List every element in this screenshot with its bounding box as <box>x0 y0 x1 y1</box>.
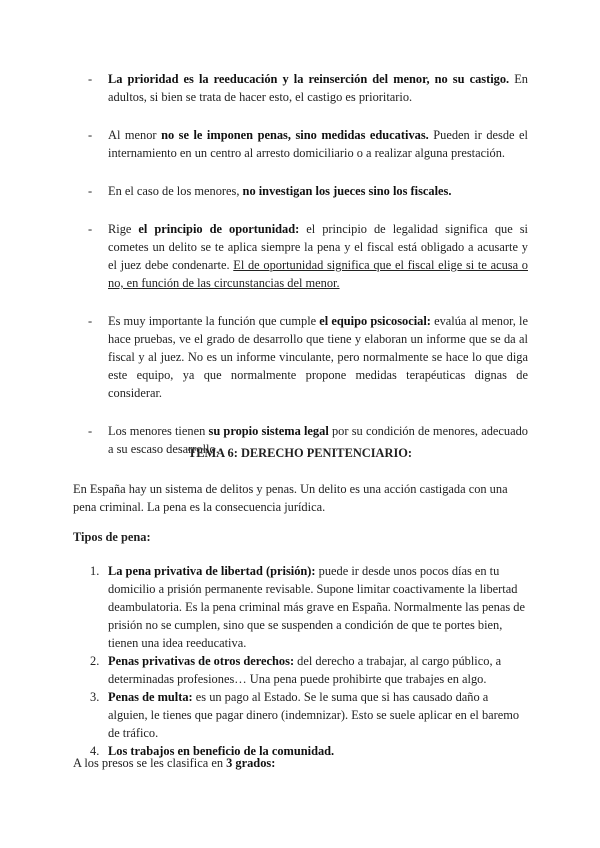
bullet-text: La prioridad es la reeducación y la reinserción del menor, no su castigo. En adultos, si bien se trata de hacer esto, el castigo es prioritario. <box>108 72 528 104</box>
section-title: TEMA 6: DERECHO PENITENCIARIO: <box>187 446 413 460</box>
bullet-dash: - <box>88 424 93 438</box>
bullet-item <box>88 70 528 106</box>
bullet-item <box>88 182 528 200</box>
list-item <box>90 652 530 688</box>
item-text: La pena privativa de libertad (prisión): puede ir desde unos pocos días en tu domicilio a prisión permanente revisable. Supone limitar coactivamente la libertad deambulatoria. Es la pena criminal más grave en España. Normalmente las penas de prisión no se cumplen, sino que se suspenden a condición de que te portes bien, tienen una idea reeducativa. <box>108 564 525 650</box>
bullet-dash: - <box>88 128 93 142</box>
item-text: Penas de multa: es un pago al Estado. Se le suma que si has causado daño a alguien, le tienes que pagar dinero (indemnizar). Esto se suele aplicar en el baremo de tráfico. <box>108 690 520 740</box>
menores-bullet-list <box>88 70 528 478</box>
bullet-text: Los menores tienen su propio sistema legal por su condición de menores, adecuado a su escaso desarrollo. <box>108 424 529 456</box>
item-text: Penas privativas de otros derechos: del derecho a trabajar, al cargo público, a determinadas profesiones… Una pena puede prohibirte que trabajes en algo. <box>108 654 502 686</box>
bullet-dash: - <box>88 222 93 236</box>
bullet-item <box>88 126 528 162</box>
grados-paragraph: A los presos se les clasifica en 3 grados: <box>73 756 276 770</box>
bullet-item <box>88 220 528 292</box>
item-number: 2. <box>90 654 100 668</box>
item-number: 3. <box>90 690 100 704</box>
bullet-dash: - <box>88 184 93 198</box>
bullet-dash: - <box>88 314 93 328</box>
bullet-text: Rige el principio de oportunidad: el principio de legalidad significa que si cometes un delito se te aplica siempre la pena y el fiscal está obligado a acusarte y el juez debe condenarte. El de oportunidad significa que el fiscal elige si te acusa o no, en función de las circunstancias del menor. <box>108 222 528 290</box>
tipos-de-pena-list <box>90 562 530 760</box>
bullet-text: Es muy importante la función que cumple el equipo psicosocial: evalúa al menor, le hace pruebas, ve el grado de desarrollo que tiene y elaboran un informe que se da al fiscal y al juez. No es un informe vinculante, pero normalmente se hace lo que diga este equipo, ya que normalmente propone medidas terapéuticas dignas de considerar. <box>108 314 528 400</box>
item-number: 4. <box>90 744 100 758</box>
intro-paragraph: En España hay un sistema de delitos y penas. Un delito es una acción castigada con una pena criminal. La pena es la consecuencia jurídica. <box>73 482 508 514</box>
bullet-text: En el caso de los menores, no investigan los jueces sino los fiscales. <box>108 184 452 198</box>
bullet-dash: - <box>88 72 93 86</box>
list-item <box>90 562 530 652</box>
list-item <box>90 688 530 742</box>
bullet-item <box>88 312 528 402</box>
item-number: 1. <box>90 564 100 578</box>
item-text: Los trabajos en beneficio de la comunidad. <box>108 744 335 758</box>
tipos-heading: Tipos de pena: <box>73 530 151 544</box>
bullet-text: Al menor no se le imponen penas, sino medidas educativas. Pueden ir desde el internamiento en un centro al arresto domiciliario o a realizar alguna prestación. <box>108 128 528 160</box>
